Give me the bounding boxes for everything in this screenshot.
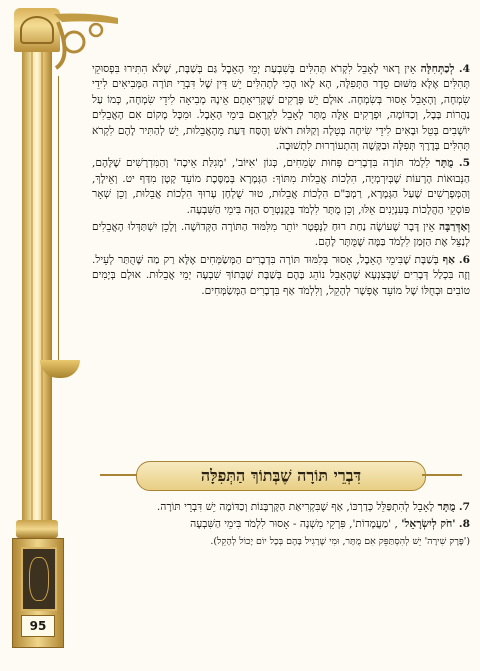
page-number: 95 [21, 615, 55, 637]
paragraph-number: 8. [458, 518, 470, 531]
pedestal-panel [21, 547, 57, 611]
footnote: ('פֶּרֶק שִׁירָה' יֵשׁ לְהִסְתַּפֵּק אִם מֻתָּר, וּמִי שֶׁרָגִיל בָּהֶם בְּכָל יוֹם יָכוֹל לְהָקֵל). [210, 535, 470, 547]
paragraph-text: בְּשַׁבָּת שֶׁבִּימֵי הָאֵבֶל, אָסוּר בְּלִמּוּד תּוֹרָה בִּדְבָרִים הַמְּשַׂמְּחִים אֶלָּא רַק מַה שֶּׁהֻתַּר לְעֵיל. וְזֶה בִּכְלַל דְּבָרִים שֶׁבְּצִנְעָא שֶׁהָאָבֵל נוֹהֵג בָּהֶם בְּשַׁבָּת שֶׁבְּתוֹךְ שִׁבְעָה יְמֵי אֲבֵלוּת. אוּלָם בְּיָמִים טוֹבִים וּבְחֻלּוֹ שֶׁל מוֹעֵד אֶפְשָׁר לְהָקֵל, וְלִלְמֹד אַף בִּדְבָרִים הַמְּשַׂמְּחִים. [92, 253, 470, 297]
paragraph-text: אֵין דָּבָר שֶׁעוֹשֶׂה נַחַת רוּחַ לַנְּפְטָר יוֹתֵר מִלִּמּוּד הַתּוֹרָה הַקְּדוֹשָׁה. וְלָכֵן יִשְׁתַּדְּלוּ הָאֲבֵלִים לְנַצֵּל אֶת הַזְּמַן לִלְמֹד בַּמֶּה שֶׁמֻּתָּר לָהֶם. [92, 221, 470, 249]
body-text-bottom [92, 500, 470, 550]
paragraph-5-cont [92, 220, 470, 251]
paragraph-number: 5. [458, 157, 470, 170]
pillar-base-ring [16, 520, 58, 538]
paragraph-5 [92, 156, 470, 218]
paragraph-number: 6. [458, 253, 470, 266]
lamp-chain [58, 76, 59, 362]
paragraph-lead-word: מֻתָּר [437, 501, 456, 513]
paragraph-lead-word: וְאַדְּרַבָּה [438, 221, 470, 234]
paragraph-4 [92, 62, 470, 154]
paragraph-8 [92, 517, 470, 532]
paragraph-text: לִלְמֹד תּוֹרָה בִּדְבָרִים פְּחוּת שְׂמֵחִים, כְּגוֹן 'אִיּוֹב', 'מְגִלַּת אֵיכָה' וְהַמִּדְרָשִׁים שֶׁלָּהֶם, הַנְּבוּאוֹת הָרָעוֹת שֶׁבְּיִרְמְיָה, הִלְכוֹת אֲבֵלוּת מִתּוֹךְ: הַגְּמָרָא בְּמַסֶּכֶת מוֹעֵד קָטָן מִדַּף יט. וְאֵילָךְ, וְהַמְּפָרְשִׁים שֶׁעַל הַגְּמָרָא, רַמְבַּ"ם הִלְכוֹת אֲבֵלוּת, טוּר שֻׁלְחָן עָרוּךְ הִלְכוֹת אֲבֵלוּת, וְכֵן שְׁאָר פּוֹסְקֵי הַהֲלָכוֹת בְּעִנְיָנִים אֵלּוּ, וְכֵן מֻתָּר לִלְמֹד בְּקֻנְטְרֵס הַזֶּה בִּימֵי הַשִּׁבְעָה. [92, 157, 470, 216]
paragraph-lead-word: 'חֹק לְיִשְׂרָאֵל' [401, 518, 456, 531]
paragraph-text: אֵין רָאוּי לָאָבֵל לִקְרֹא תְּהִלִּים בְּשִׁבְעַת יְמֵי הָאֵבֶל גַּם בְּשַׁבָּת, שֶׁלֹּא הִתִּירוּ בִּפְסוּקֵי תְּהִלִּים אֶלָּא מִשּׁוּם סֵדֶר הַתְּפִלָּה, הָא לָאו הָכִי לְתְהִלִּים יֵשׁ דִּין שֶׁל דִּבְרֵי תּוֹרָה הַמְּבִיאִים לִידֵי שִׂמְחָה, וְהָאָבֵל אָסוּר בְּשִׂמְחָה. אוּלָם יֵשׁ פְּרָקִים שֶׁקְּרִיאָתָם אֵינָהּ מְבִיאָה לִידֵי שִׂמְחָה, כְּמוֹ עַל נַהֲרוֹת בָּבֶל, וְכַדּוֹמֶה, וּפְרָקִים אֵלֶּה מֻתָּר לָאָבֵל לִקְרָאָם בִּימֵי הָאֵבֶל. וּמִכָּל מָקוֹם אִם הָאֲבֵלִים יוֹשְׁבִים בְּטֵל וּבָאִים לִידֵי שִׂיחָה בְּטֵלָה וְקַלּוּת רֹאשׁ וְהֶסַּח דַּעַת מֵהָאֲבֵלוּת, יֵשׁ לְהַתִּיר לָהֶם לִקְרֹא תְּהִלִּים בְּדֶרֶךְ תְּפִלָּה וּבַקָּשָׁה וְהִתְעוֹרְרוּת לִתְשׁוּבָה. [92, 63, 470, 153]
paragraph-lead-word: לְכַתְּחִלָּה [420, 63, 455, 75]
banner-flourish-left [100, 474, 140, 476]
paragraph-text: לָאָבֵל לְהִתְפַּלֵּל כְּדַרְכּוֹ, אַף שֶׁבִּקְרִיאַת הַקָּרְבָּנוֹת וְכַדּוֹמֶה יֵשׁ דִּבְרֵי תּוֹרָה. [156, 501, 435, 513]
pillar-shaft [22, 52, 52, 520]
section-banner [100, 460, 462, 490]
paragraph-number: 7. [458, 501, 470, 513]
paragraph-number: 4. [458, 63, 470, 75]
section-title: דִּבְרֵי תּוֹרָה שֶׁבְּתוֹךְ הַתְּפִלָּה [136, 461, 426, 491]
banner-flourish-right [422, 474, 462, 476]
paragraph-lead-word: מֻתָּר [435, 157, 454, 170]
paragraph-text: , 'מַעֲמָדוֹת', פִּרְקֵי מִשְׁנָה - אָסוּר לִלְמֹד בִּימֵי הַשִּׁבְעָה [190, 518, 398, 531]
pillar-pedestal [12, 538, 64, 648]
paragraph-7 [92, 500, 470, 515]
paragraph-lead-word: אַף [442, 253, 455, 266]
body-text-top [92, 62, 470, 301]
paragraph-6 [92, 253, 470, 299]
